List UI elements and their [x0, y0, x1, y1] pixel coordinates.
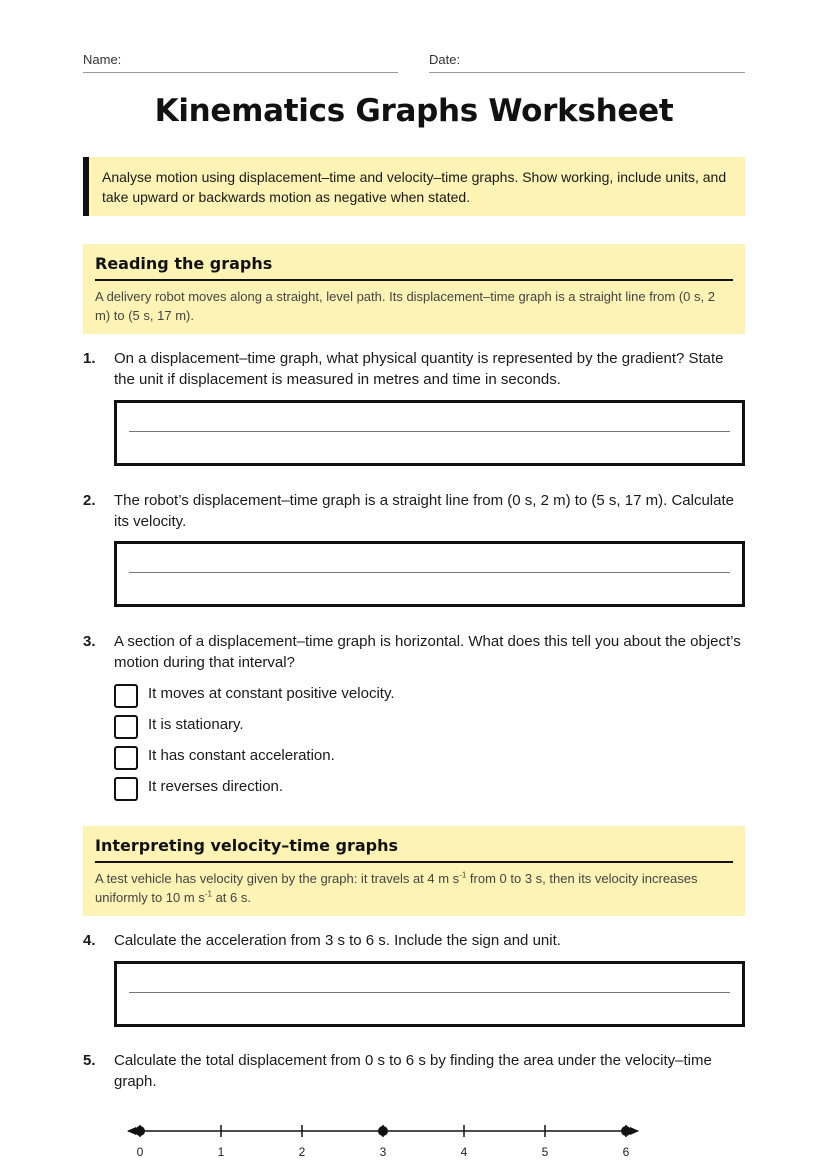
section-heading: Interpreting velocity–time graphs	[95, 836, 733, 863]
number-line-tick-label: 0	[136, 1145, 144, 1159]
number-line-point	[621, 1126, 631, 1136]
number-line-point	[378, 1126, 388, 1136]
question-4	[83, 930, 745, 951]
number-line-tick-label: 2	[298, 1145, 306, 1159]
question-number: 1.	[83, 350, 96, 367]
section-velocity-time	[83, 826, 745, 916]
number-line-tick-label: 6	[622, 1145, 630, 1159]
question-text: The robot’s displacement–time graph is a straight line from (0 s, 2 m) to (5 s, 17 m). Calculate its velocity.	[114, 492, 734, 530]
question-3	[83, 631, 745, 673]
section-intro: A test vehicle has velocity given by the graph: it travels at 4 m $s^{-1}$ from 0 to 3 s, then its velocity increases uniformly to 10 m $s^{-1}$ at 6 s.	[95, 870, 698, 905]
question-text: Calculate the acceleration from 3 s to 6 s. Include the sign and unit.	[114, 932, 561, 949]
section-intro: A delivery robot moves along a straight, level path. Its displacement–time graph is a straight line from (0 s, 2 m) to (5 s, 17 m).	[95, 289, 715, 323]
checkbox[interactable]	[114, 746, 138, 770]
answer-line	[129, 431, 730, 432]
answer-line	[129, 572, 730, 573]
page-title: Kinematics Graphs Worksheet	[154, 93, 674, 129]
question-number: 4.	[83, 932, 96, 949]
checkbox[interactable]	[114, 684, 138, 708]
question-number: 2.	[83, 492, 96, 509]
name-field[interactable]	[83, 52, 398, 73]
right-arrow-icon	[630, 1127, 639, 1135]
date-field[interactable]	[429, 52, 745, 73]
answer-box-4[interactable]	[114, 961, 745, 1027]
answer-box-2[interactable]	[114, 541, 745, 607]
checkbox[interactable]	[114, 715, 138, 739]
number-line	[123, 1115, 643, 1165]
option-label: It moves at constant positive velocity.	[148, 685, 395, 702]
question-text: Calculate the total displacement from 0 s to 6 s by finding the area under the velocity–time graph.	[114, 1052, 712, 1090]
answer-line	[129, 992, 730, 993]
checkbox[interactable]	[114, 777, 138, 801]
number-line-tick-label: 4	[460, 1145, 468, 1159]
question-2	[83, 490, 745, 532]
header-fields	[83, 52, 745, 74]
number-line-tick-label: 5	[541, 1145, 549, 1159]
number-line-tick-label: 3	[379, 1145, 387, 1159]
question-1	[83, 348, 745, 390]
question-text: A section of a displacement–time graph is horizontal. What does this tell you about the object’s motion during that interval?	[114, 633, 741, 671]
answer-box-1[interactable]	[114, 400, 745, 466]
option-label: It has constant acceleration.	[148, 747, 335, 764]
number-line-point	[135, 1126, 145, 1136]
name-label: Name:	[83, 52, 122, 67]
section-heading: Reading the graphs	[95, 254, 733, 281]
question-number: 5.	[83, 1052, 96, 1069]
option-label: It reverses direction.	[148, 778, 284, 795]
left-arrow-icon	[127, 1127, 136, 1135]
question-5	[83, 1050, 745, 1092]
option-label: It is stationary.	[148, 716, 244, 733]
date-label: Date:	[429, 52, 461, 67]
instructions-box: Analyse motion using displacement–time and velocity–time graphs. Show working, include units, and take upward or backwards motion as negative when stated.	[83, 157, 745, 216]
number-line-tick-label: 1	[217, 1145, 225, 1159]
section-reading-graphs	[83, 244, 745, 334]
question-text: On a displacement–time graph, what physical quantity is represented by the gradient? State the unit if displacement is measured in metres and time in seconds.	[114, 350, 724, 388]
question-number: 3.	[83, 633, 96, 650]
